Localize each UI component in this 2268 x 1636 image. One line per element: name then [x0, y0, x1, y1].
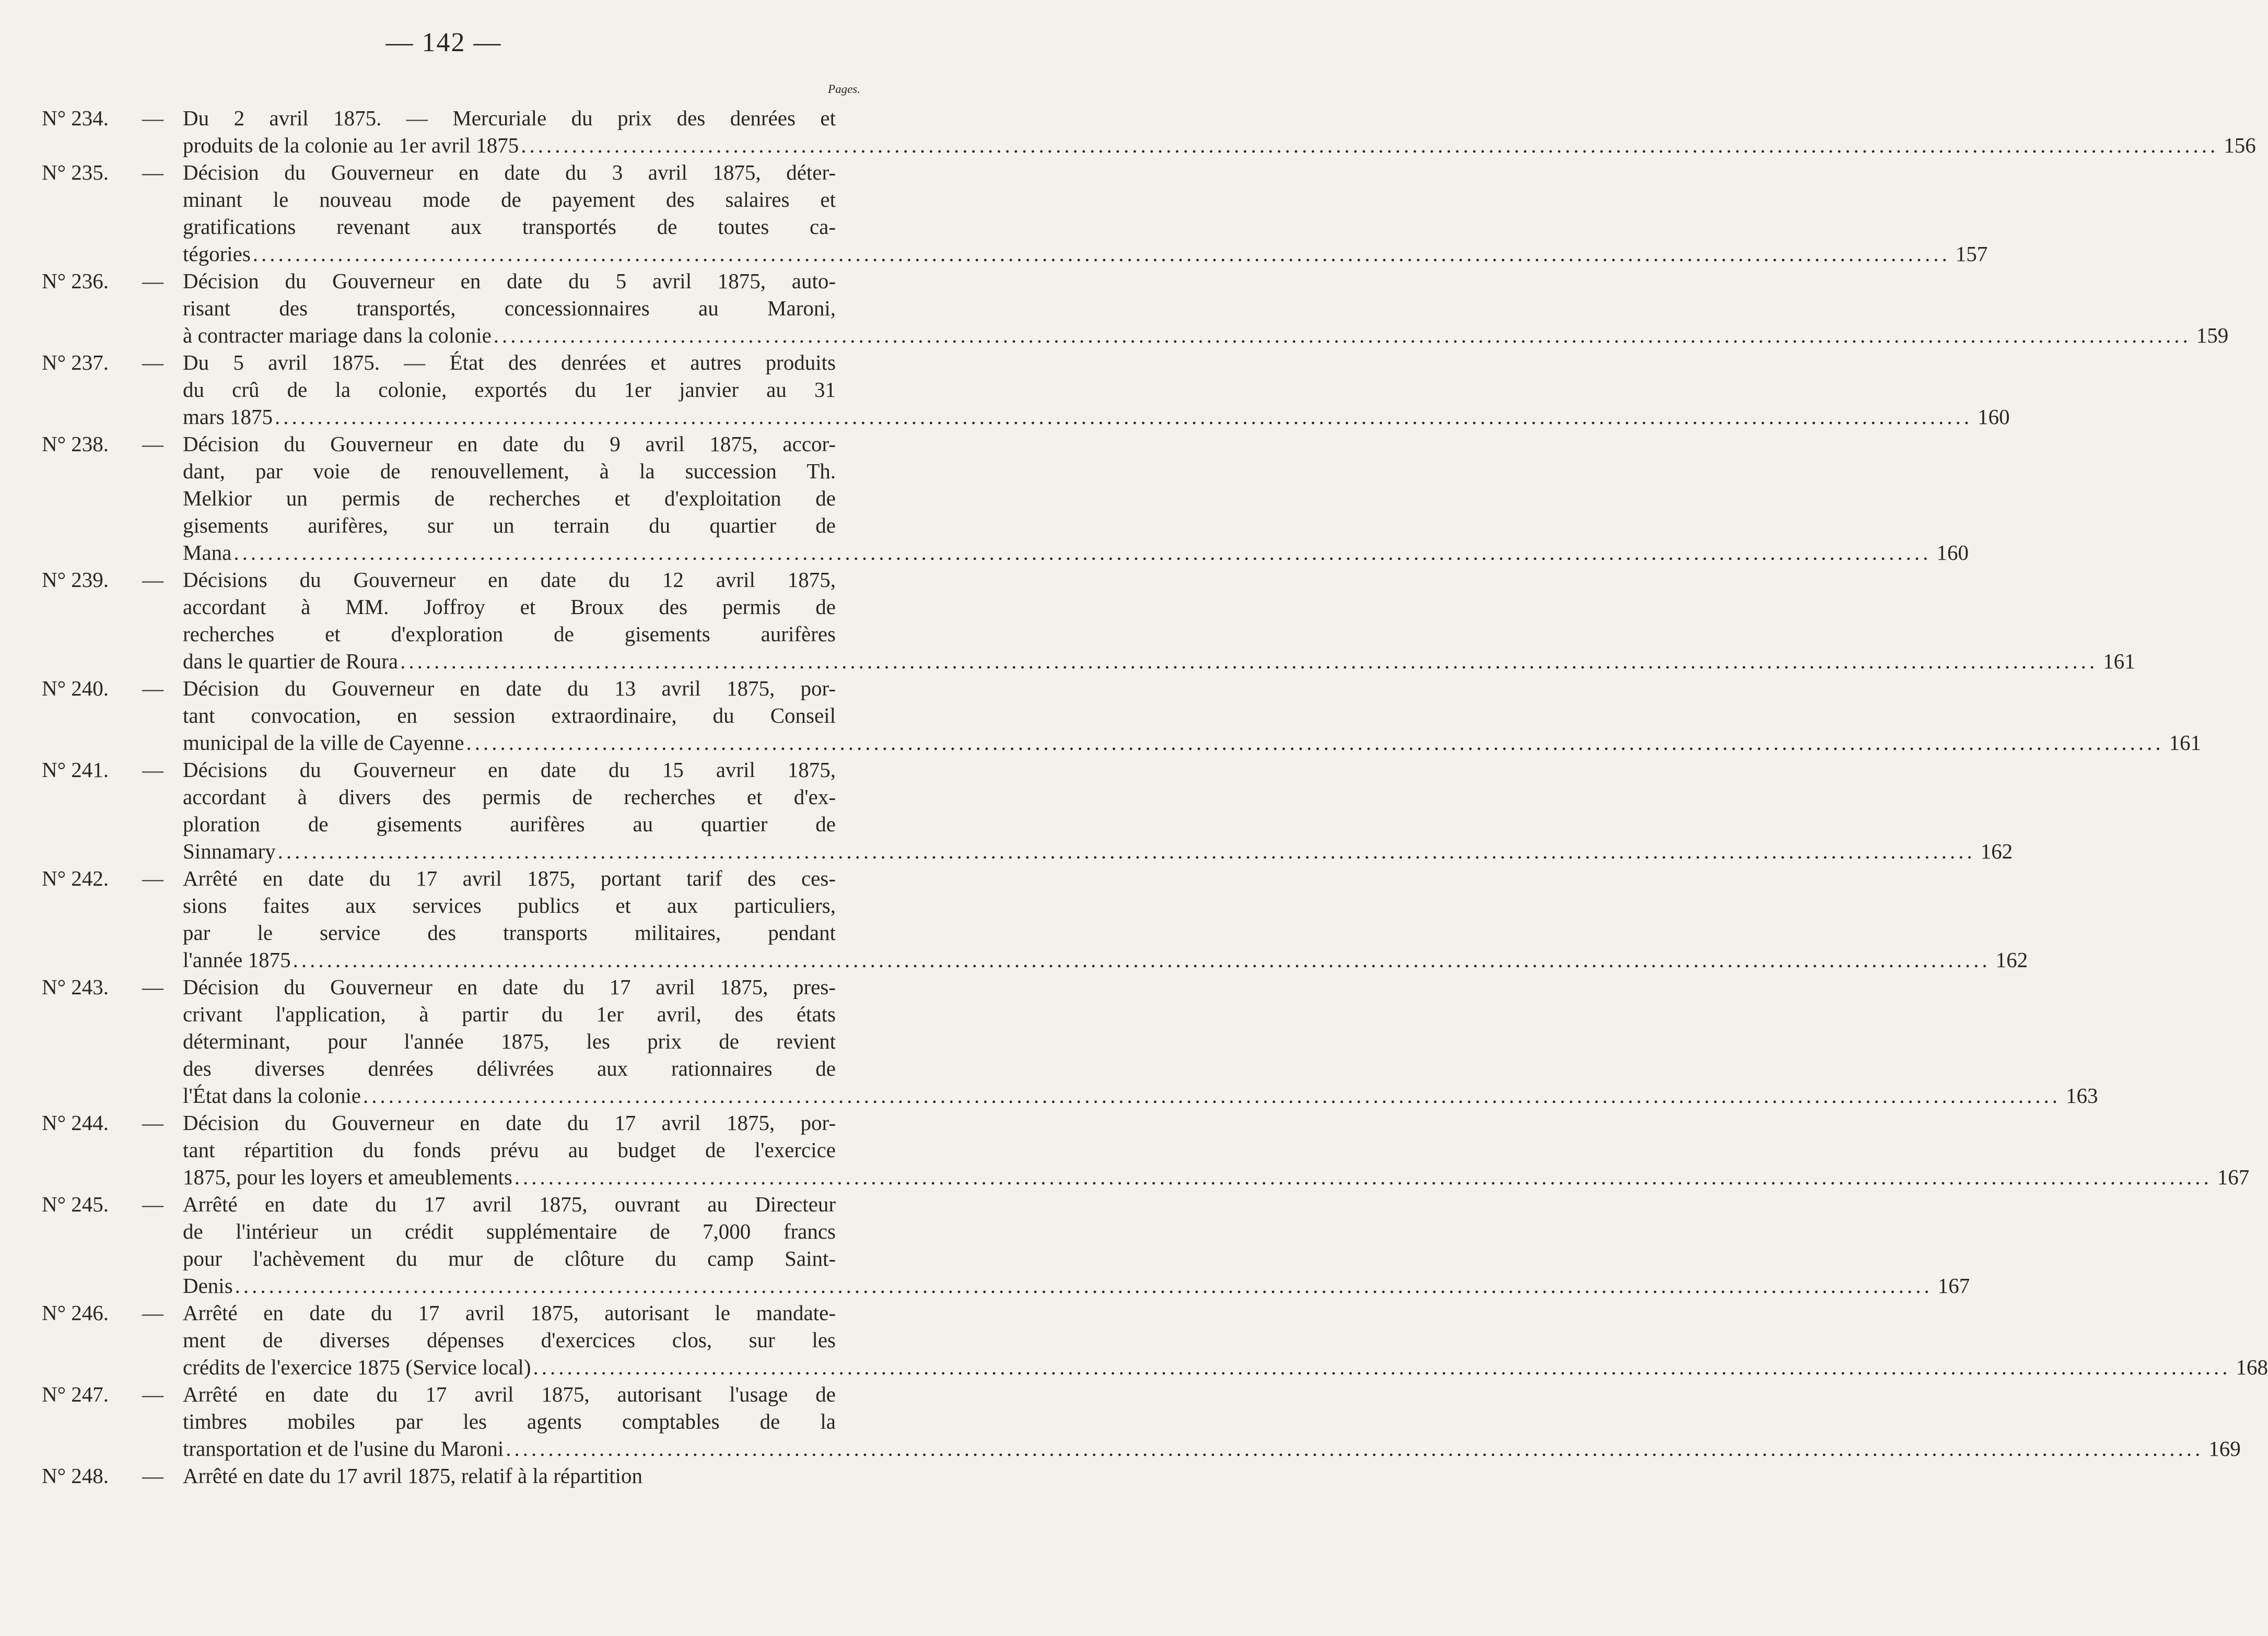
entry-page-ref: 160	[1936, 540, 1969, 564]
entry-line: l'État dans la colonie ........................................................................................................................................................................................................ 163	[183, 1082, 836, 1109]
entry-text	[183, 1299, 2268, 1381]
entry-line: du crû de la colonie, exportés du 1er janvier au 31	[183, 378, 836, 402]
entry-number: N° 243.	[42, 975, 109, 999]
entry-text	[183, 566, 2135, 675]
dot-leader: ........................................................................................................................................................................................................	[235, 1274, 1933, 1298]
entry-number: N° 241.	[42, 758, 109, 782]
entry-page-ref: 157	[1955, 242, 1988, 266]
entry-line: tant convocation, en session extraordinaire, du Conseil	[183, 703, 836, 727]
entry-number: N° 247.	[42, 1382, 109, 1406]
table-of-contents	[42, 104, 2268, 1489]
entry-text	[183, 756, 2013, 865]
entry-text	[183, 430, 1969, 566]
toc-entry	[42, 1462, 836, 1489]
entry-line: accordant à MM. Joffroy et Broux des permis de	[183, 595, 836, 619]
entry-number: N° 239.	[42, 568, 109, 592]
entry-page-ref: 167	[2217, 1165, 2250, 1189]
entry-line: Décision du Gouverneur en date du 17 avril 1875, pres-	[183, 975, 836, 999]
entry-line: Décision du Gouverneur en date du 3 avril 1875, déter-	[183, 160, 836, 184]
entry-line: 1875, pour les loyers et ameublements ........................................................................................................................................................................................................ 167	[183, 1163, 836, 1191]
entry-page-ref: 162	[1980, 839, 2013, 863]
entry-line: risant des transportés, concessionnaires au Maroni,	[183, 296, 836, 320]
entry-line: gisements aurifères, sur un terrain du quartier de	[183, 513, 836, 537]
entry-dash: —	[142, 106, 163, 130]
entry-line: déterminant, pour l'année 1875, les prix de revient	[183, 1029, 836, 1053]
entry-dash: —	[142, 1301, 163, 1325]
dot-leader: ........................................................................................................................................................................................................	[277, 839, 1975, 863]
entry-dash: —	[142, 1111, 163, 1135]
entry-line: minant le nouveau mode de payement des salaires et	[183, 187, 836, 211]
entry-line: Décision du Gouverneur en date du 5 avril 1875, auto-	[183, 269, 836, 293]
entry-number: N° 245.	[42, 1192, 109, 1216]
entry-line: ploration de gisements aurifères au quartier de	[183, 812, 836, 836]
entry-text	[183, 159, 1988, 267]
entry-page-ref: 160	[1977, 405, 2010, 429]
toc-entry	[42, 104, 2256, 159]
entry-text	[183, 1381, 2241, 1462]
toc-entry	[42, 159, 1988, 267]
entry-line: Du 2 avril 1875. — Mercuriale du prix des denrées et	[183, 106, 836, 130]
entry-page-ref: 169	[2208, 1437, 2241, 1461]
entry-line: sions faites aux services publics et aux particuliers,	[183, 893, 836, 917]
entry-line: Sinnamary ........................................................................................................................................................................................................ 162	[183, 838, 836, 865]
entry-page-ref: 159	[2196, 323, 2229, 347]
entry-dash: —	[142, 1382, 163, 1406]
entry-line: Arrêté en date du 17 avril 1875, autorisant le mandate-	[183, 1301, 836, 1325]
entry-number: N° 236.	[42, 269, 109, 293]
entry-text	[183, 104, 2256, 159]
entry-dash: —	[142, 866, 163, 890]
entry-number: N° 238.	[42, 432, 109, 456]
entry-dash: —	[142, 758, 163, 782]
entry-line: crédits de l'exercice 1875 (Service local) ........................................................................................................................................................................................................ 168	[183, 1353, 836, 1381]
entry-line: Arrêté en date du 17 avril 1875, autorisant l'usage de	[183, 1382, 836, 1406]
entry-dash: —	[142, 269, 163, 293]
dot-leader: ........................................................................................................................................................................................................	[363, 1084, 2061, 1108]
toc-entry	[42, 1109, 2250, 1191]
entry-number: N° 234.	[42, 106, 109, 130]
entry-page-ref: 162	[1995, 948, 2028, 972]
toc-entry	[42, 865, 2028, 973]
entry-page-ref: 161	[2103, 649, 2135, 673]
entry-text	[183, 267, 2229, 349]
entry-text	[183, 1109, 2250, 1191]
entry-dash: —	[142, 1192, 163, 1216]
entry-page-ref: 163	[2065, 1084, 2098, 1108]
entry-line: tant répartition du fonds prévu au budget de l'exercice	[183, 1138, 836, 1162]
entry-line: Décision du Gouverneur en date du 9 avril 1875, accor-	[183, 432, 836, 456]
dot-leader: ........................................................................................................................................................................................................	[493, 323, 2191, 347]
entry-dash: —	[142, 350, 163, 374]
toc-entry	[42, 349, 2010, 430]
entry-line: Décision du Gouverneur en date du 17 avril 1875, por-	[183, 1111, 836, 1135]
entry-line: crivant l'application, à partir du 1er avril, des états	[183, 1002, 836, 1026]
toc-entry	[42, 973, 2098, 1109]
entry-line: timbres mobiles par les agents comptables de la	[183, 1409, 836, 1433]
entry-number: N° 244.	[42, 1111, 109, 1135]
entry-line: Arrêté en date du 17 avril 1875, relatif à la répartition	[183, 1464, 642, 1488]
toc-entry	[42, 756, 2013, 865]
entry-line: par le service des transports militaires, pendant	[183, 921, 836, 945]
toc-entry	[42, 1299, 2268, 1381]
entry-page-ref: 156	[2224, 133, 2256, 157]
entry-dash: —	[142, 568, 163, 592]
entry-line: transportation et de l'usine du Maroni ........................................................................................................................................................................................................ 169	[183, 1435, 836, 1462]
entry-line: Arrêté en date du 17 avril 1875, portant tarif des ces-	[183, 866, 836, 890]
entry-dash: —	[142, 975, 163, 999]
entry-text	[183, 1462, 836, 1489]
dot-leader: ........................................................................................................................................................................................................	[252, 242, 1950, 266]
dot-leader: ........................................................................................................................................................................................................	[514, 1165, 2212, 1189]
entry-line: pour l'achèvement du mur de clôture du camp Saint-	[183, 1246, 836, 1270]
entry-line: Arrêté en date du 17 avril 1875, ouvrant au Directeur	[183, 1192, 836, 1216]
entry-line: municipal de la ville de Cayenne ........................................................................................................................................................................................................ 161	[183, 729, 836, 756]
entry-text	[183, 1191, 1970, 1299]
entry-line: ment de diverses dépenses d'exercices clos, sur les	[183, 1328, 836, 1352]
entry-line: des diverses denrées délivrées aux rationnaires de	[183, 1056, 836, 1080]
entry-line: mars 1875 ........................................................................................................................................................................................................ 160	[183, 403, 836, 430]
entry-line: Décisions du Gouverneur en date du 15 avril 1875,	[183, 758, 836, 782]
entry-dash: —	[142, 676, 163, 700]
entry-line: Décision du Gouverneur en date du 13 avril 1875, por-	[183, 676, 836, 700]
entry-line: accordant à divers des permis de recherches et d'ex-	[183, 785, 836, 809]
entry-line: tégories ........................................................................................................................................................................................................ 157	[183, 240, 836, 267]
toc-entry	[42, 267, 2229, 349]
entry-text	[183, 973, 2098, 1109]
entry-text	[183, 349, 2010, 430]
entry-line: Mana ........................................................................................................................................................................................................ 160	[183, 539, 836, 566]
entry-line: de l'intérieur un crédit supplémentaire de 7,000 francs	[183, 1219, 836, 1243]
entry-page-ref: 161	[2169, 731, 2202, 755]
entry-dash: —	[142, 432, 163, 456]
entry-line: à contracter mariage dans la colonie ........................................................................................................................................................................................................ 159	[183, 322, 836, 349]
entry-line: dans le quartier de Roura ........................................................................................................................................................................................................ 161	[183, 648, 836, 675]
entry-page-ref: 167	[1937, 1274, 1970, 1298]
toc-entry	[42, 430, 1969, 566]
toc-entry	[42, 1381, 2241, 1462]
entry-number: N° 237.	[42, 350, 109, 374]
entry-page-ref: 168	[2236, 1355, 2268, 1379]
entry-line: recherches et d'exploration de gisements aurifères	[183, 622, 836, 646]
pages-column-label: Pages.	[828, 83, 860, 96]
entry-line: dant, par voie de renouvellement, à la succession Th.	[183, 459, 836, 483]
entry-number: N° 248.	[42, 1464, 109, 1488]
dot-leader: ........................................................................................................................................................................................................	[506, 1437, 2204, 1461]
dot-leader: ........................................................................................................................................................................................................	[521, 133, 2219, 157]
page-number: — 142 —	[385, 28, 502, 57]
entry-line: l'année 1875 ........................................................................................................................................................................................................ 162	[183, 946, 836, 973]
dot-leader: ........................................................................................................................................................................................................	[274, 405, 1972, 429]
entry-dash: —	[142, 1464, 163, 1488]
toc-entry	[42, 566, 2135, 675]
entry-line: Denis ........................................................................................................................................................................................................ 167	[183, 1272, 836, 1299]
entry-line: gratifications revenant aux transportés de toutes ca-	[183, 215, 836, 239]
entry-line: produits de la colonie au 1er avril 1875 ........................................................................................................................................................................................................ 156	[183, 132, 836, 159]
entry-line: Décisions du Gouverneur en date du 12 avril 1875,	[183, 568, 836, 592]
entry-dash: —	[142, 160, 163, 184]
dot-leader: ........................................................................................................................................................................................................	[293, 948, 1991, 972]
entry-number: N° 240.	[42, 676, 109, 700]
entry-text	[183, 675, 2202, 756]
entry-text	[183, 865, 2028, 973]
dot-leader: ........................................................................................................................................................................................................	[533, 1355, 2231, 1379]
dot-leader: ........................................................................................................................................................................................................	[466, 731, 2164, 755]
entry-line: Du 5 avril 1875. — État des denrées et autres produits	[183, 350, 836, 374]
entry-number: N° 235.	[42, 160, 109, 184]
entry-number: N° 242.	[42, 866, 109, 890]
dot-leader: ........................................................................................................................................................................................................	[233, 540, 1932, 564]
dot-leader: ........................................................................................................................................................................................................	[400, 649, 2098, 673]
toc-entry	[42, 675, 2202, 756]
toc-entry	[42, 1191, 1970, 1299]
entry-number: N° 246.	[42, 1301, 109, 1325]
entry-line: Melkior un permis de recherches et d'exploitation de	[183, 486, 836, 510]
